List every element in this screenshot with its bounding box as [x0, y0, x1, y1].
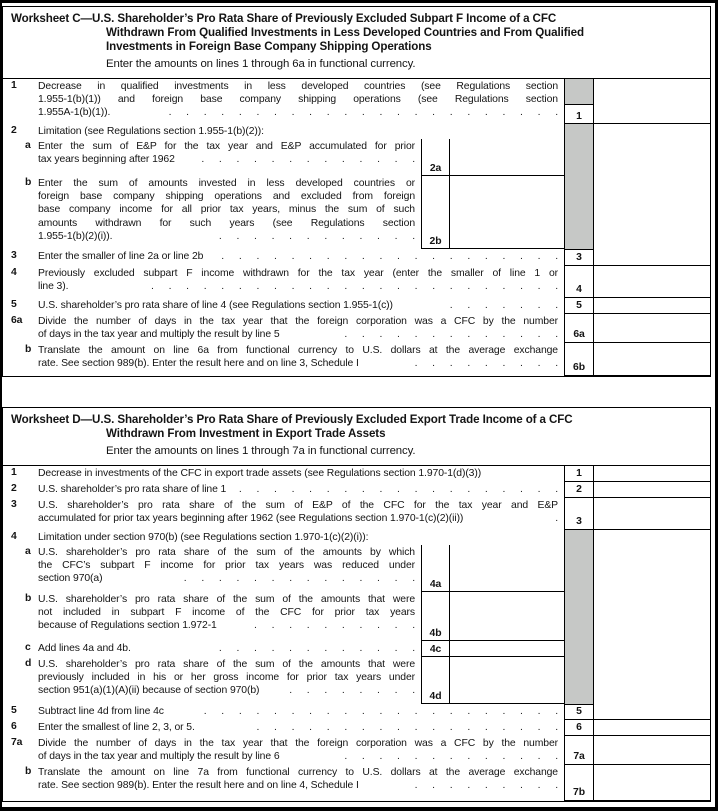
dot-leaders: . . . . . . . . . . . . . . . . . . . . . . .	[163, 106, 558, 119]
line-number: 3	[576, 516, 582, 527]
line-number-cell	[564, 298, 594, 314]
line-text	[38, 79, 564, 124]
dot-leaders: . . . . . . .	[444, 299, 558, 312]
text-content: the CFC’s subpart F income for prior tax years was reduced under	[38, 560, 415, 572]
line-number-cell	[564, 314, 594, 343]
line-marker: b	[25, 766, 32, 777]
wsD-row-7b	[3, 765, 710, 801]
amount-cell-D6[interactable]	[594, 720, 710, 736]
wsD-row-3	[3, 498, 710, 530]
dot-leaders: . . . . . . . . . . . .	[213, 642, 415, 655]
line-marker: 6	[11, 721, 17, 732]
text-line	[38, 177, 415, 190]
text-line	[38, 499, 558, 512]
worksheet-d	[2, 407, 711, 802]
line-text	[38, 139, 421, 176]
text-line	[38, 619, 415, 632]
wsD-row-1	[3, 466, 710, 482]
text-content: Limitation (see Regulations section 1.955-1(b)(2)):	[38, 126, 264, 137]
wsD-row-7a	[3, 736, 710, 765]
wsD-row-2	[3, 482, 710, 498]
text-content: U.S. shareholder’s pro rata share of line 1	[38, 484, 227, 495]
line-text	[38, 466, 564, 482]
sub-entry-box-4a	[421, 545, 564, 592]
text-line	[38, 80, 558, 93]
sub-entry-box-2a	[421, 139, 564, 176]
amount-cell-C2[interactable]	[594, 124, 710, 139]
text-content: section 951(a)(1)(A)(ii) because of section 970(b)	[38, 685, 260, 697]
dot-leaders: . . . . . . . . .	[409, 779, 558, 792]
line-marker: 5	[11, 705, 17, 716]
line-number: 5	[576, 300, 582, 311]
wsC-row-1	[3, 79, 710, 124]
line-marker: 3	[11, 499, 17, 510]
line-number-cell	[564, 79, 594, 124]
text-line	[38, 705, 558, 718]
sub-line-number: 2b	[421, 176, 450, 248]
worksheet-title-line: Worksheet C—U.S. Shareholder’s Pro Rata Share of Previously Excluded Subpart F Income of a CFC	[11, 12, 557, 25]
text-content: U.S. shareholder’s pro rata share of line 4 (see Regulations section 1.955-1(c))	[38, 300, 393, 311]
text-content: because of Regulations section 1.972-1	[38, 620, 217, 632]
worksheet-rows	[3, 465, 710, 801]
text-content: rate. See section 989(b). Enter the result here and on line 4, Schedule I	[38, 780, 359, 792]
text-line	[38, 106, 558, 119]
worksheet-subtitle: Enter the amounts on lines 1 through 6a in functional currency.	[106, 58, 416, 70]
text-line	[38, 559, 415, 572]
line-number: 1	[565, 104, 593, 123]
worksheet-rows	[3, 78, 710, 376]
wsD-row-4d	[3, 657, 710, 704]
text-line	[38, 766, 558, 779]
wsC-row-2	[3, 124, 710, 139]
dot-leaders: . . . . . . . . . . . . .	[338, 328, 558, 341]
line-marker: 6a	[11, 315, 23, 326]
text-line	[38, 230, 415, 243]
text-content: Subtract line 4d from line 4c	[38, 706, 164, 717]
text-line	[38, 512, 558, 525]
line-text	[38, 124, 564, 139]
worksheet-header	[3, 408, 710, 465]
line-number: 6a	[573, 329, 585, 340]
line-number: 2	[576, 484, 582, 495]
text-line	[38, 750, 558, 763]
text-content: Enter the sum of amounts invested in less developed countries or	[38, 178, 415, 189]
wsD-row-4a	[3, 545, 710, 592]
wsC-row-6b	[3, 343, 710, 376]
text-content: Decrease in investments of the CFC in export trade assets (see Regulations section 1.970-1(d)(3))	[38, 468, 482, 479]
sub-line-number: 4b	[421, 592, 450, 640]
sub-line-number: 4a	[421, 545, 450, 591]
dot-leaders: . . . . . . . . . . . . . . . . . . .	[233, 483, 558, 496]
line-number-cell	[564, 343, 594, 376]
amount-cell-C4[interactable]	[594, 266, 710, 298]
worksheet-title-line: Investments in Foreign Base Company Shipping Operations	[106, 40, 432, 53]
text-line	[38, 125, 558, 138]
line-number-cell	[564, 176, 594, 249]
worksheet-header	[3, 7, 710, 78]
line-text	[38, 704, 564, 720]
text-content: Enter the sum of E&P for the tax year and E&P accumulated for prior	[38, 141, 415, 152]
amount-cell-D4b[interactable]	[594, 592, 710, 641]
text-line	[38, 642, 415, 655]
wsD-row-5	[3, 704, 710, 720]
text-content: Enter the smaller of line 2a or line 2b	[38, 251, 204, 262]
amount-cell-D7a[interactable]	[594, 736, 710, 765]
sub-entry-box-4c	[421, 641, 564, 657]
sub-entry-box-4b	[421, 592, 564, 641]
text-content: Limitation under section 970(b) (see Regulations section 1.970-1(c)(2)(i)):	[38, 532, 369, 543]
wsD-row-4c	[3, 641, 710, 657]
amount-cell-C6b[interactable]	[594, 343, 710, 376]
text-content: Add lines 4a and 4b.	[38, 643, 131, 654]
text-line	[38, 203, 415, 216]
sub-amount-cell-2a[interactable]	[450, 139, 564, 175]
amount-cell-D4d[interactable]	[594, 657, 710, 704]
text-line	[38, 572, 415, 585]
text-line	[38, 344, 558, 357]
dot-leaders: . . . . . . . .	[283, 684, 415, 697]
line-number-cell	[564, 124, 594, 139]
sub-line-number: 4c	[421, 641, 450, 656]
line-number-cell	[564, 249, 594, 266]
line-number-cell	[564, 266, 594, 298]
wsD-row-6	[3, 720, 710, 736]
line-marker: 2	[11, 125, 17, 136]
line-marker: 2	[11, 483, 17, 494]
line-number-cell	[564, 139, 594, 176]
line-marker: c	[25, 642, 31, 653]
text-content: of days in the tax year and multiply the result by line 5	[38, 329, 280, 341]
line-text	[38, 298, 564, 314]
line-text	[38, 765, 564, 801]
sub-entry-box-4d	[421, 657, 564, 704]
sub-entry-box-2b	[421, 176, 564, 249]
amount-cell-C2b[interactable]	[594, 176, 710, 249]
line-number: 1	[576, 468, 582, 479]
text-line	[38, 684, 415, 697]
dot-leaders: . . . . . . . . . . . . .	[195, 153, 415, 166]
line-number-cell	[564, 466, 594, 482]
amount-cell-C3[interactable]	[594, 249, 710, 266]
text-content: Translate the amount on line 6a from functional currency to U.S. dollars at the average exchange	[38, 345, 558, 356]
line-marker: a	[25, 140, 31, 151]
text-line	[38, 658, 415, 671]
line-text	[38, 592, 421, 641]
line-number-cell	[564, 704, 594, 720]
text-content: amounts withdrawn for such years (see Regulations section	[38, 217, 415, 229]
line-marker: 3	[11, 250, 17, 261]
amount-cell-C2a[interactable]	[594, 139, 710, 176]
text-content: rate. See section 989(b). Enter the result here and on line 3, Schedule I	[38, 358, 359, 370]
dot-leaders: . . . . . . . . . . . . . . . . . . . . .	[198, 705, 558, 718]
text-line	[38, 606, 415, 619]
text-content: section 970(a)	[38, 573, 103, 585]
line-number: 6	[576, 722, 582, 733]
text-content: of days in the tax year and multiply the result by line 6	[38, 751, 280, 763]
amount-cell-C6a[interactable]	[594, 314, 710, 343]
line-marker: b	[25, 593, 32, 604]
text-content: U.S. shareholder’s pro rata share of the sum of the amounts that were	[38, 659, 415, 670]
text-content: U.S. shareholder’s pro rata share of the sum of the amounts by which	[38, 547, 415, 558]
sub-amount-cell-4b[interactable]	[450, 592, 564, 640]
text-line	[38, 328, 558, 341]
amount-cell-C5[interactable]	[594, 298, 710, 314]
line-text	[38, 736, 564, 765]
amount-cell-D4c[interactable]	[594, 641, 710, 657]
dot-leaders: . . . . . . . . . . . . . .	[178, 572, 415, 585]
dot-leaders: . . . . . . . . . . . . . . . . . . . . . . . .	[145, 280, 558, 293]
text-line	[38, 299, 558, 312]
text-line	[38, 593, 415, 606]
line-number: 3	[576, 252, 582, 263]
text-content: Previously excluded subpart F income withdrawn for the tax year (enter the smaller of line 1 or	[38, 268, 558, 279]
text-line	[38, 190, 415, 203]
text-line	[38, 280, 558, 293]
wsC-row-4	[3, 266, 710, 298]
text-content: Enter the smallest of line 2, 3, or 5.	[38, 722, 195, 733]
line-number-cell	[564, 530, 594, 545]
text-line	[38, 217, 415, 230]
wsD-row-4b	[3, 592, 710, 641]
line-number: 7b	[573, 787, 585, 798]
sub-amount-cell-4d[interactable]	[450, 657, 564, 703]
text-content: previously included in his or her gross income for prior tax years under	[38, 672, 415, 684]
text-content: Translate the amount on line 7a from functional currency to U.S. dollars at the average exchange	[38, 767, 558, 778]
text-content: foreign base company shipping operations and excluded from foreign	[38, 191, 415, 203]
line-number-cell	[564, 592, 594, 641]
amount-cell-D5[interactable]	[594, 704, 710, 720]
dot-leaders: . . . . . . . . . . . . . . . . . .	[250, 721, 558, 734]
dot-leaders: . . . . . . . . . . . . .	[338, 750, 558, 763]
line-text	[38, 249, 564, 266]
line-marker: d	[25, 658, 32, 669]
line-number-cell	[564, 657, 594, 704]
amount-cell-D2[interactable]	[594, 482, 710, 498]
sub-amount-cell-4a[interactable]	[450, 545, 564, 591]
line-number-cell	[564, 498, 594, 530]
text-line	[38, 721, 558, 734]
text-content: U.S. shareholder’s pro rata share of the sum of the amounts that were	[38, 594, 415, 605]
worksheet-title-line: Withdrawn From Investment in Export Trade Assets	[106, 427, 386, 440]
text-line	[38, 357, 558, 370]
worksheet-subtitle: Enter the amounts on lines 1 through 7a in functional currency.	[106, 445, 416, 457]
text-line	[38, 153, 415, 166]
dot-leaders: . . . . . . . . . . . .	[213, 230, 415, 243]
sub-line-number: 4d	[421, 657, 450, 703]
line-number-cell	[564, 736, 594, 765]
line-text	[38, 530, 564, 545]
line-marker: 5	[11, 299, 17, 310]
line-text	[38, 720, 564, 736]
text-content: 1.955-1(b)(1)) and foreign base company shipping operations (see Regulations section	[38, 94, 558, 106]
line-number-cell	[564, 545, 594, 592]
line-text	[38, 314, 564, 343]
wsC-row-2a	[3, 139, 710, 176]
text-line	[38, 315, 558, 328]
text-content: not included in subpart F income of the CFC for prior tax years	[38, 607, 415, 619]
line-text	[38, 343, 564, 376]
text-line	[38, 671, 415, 684]
line-number: 4	[576, 284, 582, 295]
amount-cell-C1[interactable]	[594, 79, 710, 124]
line-number: 7a	[573, 751, 585, 762]
amount-cell-D4a[interactable]	[594, 545, 710, 592]
line-number: 5	[576, 706, 582, 717]
line-marker: b	[25, 177, 32, 188]
text-content: 1.955A-1(b)(1)).	[38, 107, 111, 119]
dot-leaders: . . . . . . . . .	[409, 357, 558, 370]
line-number-cell	[564, 720, 594, 736]
text-content: Divide the number of days in the tax year that the foreign corporation was a CFC by the number	[38, 316, 558, 327]
text-content: line 3).	[38, 281, 69, 293]
text-content: Decrease in qualified investments in less developed countries (see Regulations section	[38, 81, 558, 92]
sub-amount-cell-4c[interactable]	[450, 641, 564, 656]
dot-leaders: . . . . . . . . . .	[248, 619, 415, 632]
line-marker: 4	[11, 267, 17, 278]
wsD-row-4	[3, 530, 710, 545]
line-text	[38, 482, 564, 498]
dot-leaders: . . . . . . . . . . . . . . . . . . . .	[215, 250, 558, 263]
line-marker: 1	[11, 467, 17, 478]
worksheet-title-line: Withdrawn From Qualified Investments in Less Developed Countries and From Qualified	[106, 26, 584, 39]
text-line	[38, 140, 415, 153]
text-line	[38, 779, 558, 792]
text-line	[38, 250, 558, 263]
line-number-cell	[564, 641, 594, 657]
sub-line-number: 2a	[421, 139, 450, 175]
amount-cell-D1[interactable]	[594, 466, 710, 482]
line-marker: a	[25, 546, 31, 557]
text-line	[38, 267, 558, 280]
worksheet-title-line: Worksheet D—U.S. Shareholder’s Pro Rata Share of Previously Excluded Export Trade Income of a CFC	[11, 413, 573, 426]
text-line	[38, 531, 558, 544]
line-text	[38, 266, 564, 298]
line-text	[38, 176, 421, 249]
text-line	[38, 737, 558, 750]
wsC-row-3	[3, 249, 710, 266]
text-content: accumulated for prior tax years beginning after 1962 (see Regulations section 1.970-1(c)(2)(ii))	[38, 513, 464, 525]
line-number: 6b	[573, 362, 585, 373]
line-number-cell	[564, 765, 594, 801]
line-text	[38, 545, 421, 592]
line-marker: 1	[11, 80, 17, 91]
amount-cell-D3[interactable]	[594, 498, 710, 530]
text-line	[38, 93, 558, 106]
text-content: base company income for all prior tax years, minus the sum of such	[38, 204, 415, 216]
line-number-cell	[564, 482, 594, 498]
dot-leaders: .	[549, 512, 558, 525]
text-line	[38, 483, 558, 496]
text-content: tax years beginning after 1962	[38, 154, 175, 166]
text-content: 1.955-1(b)(2)(i)).	[38, 230, 113, 242]
line-marker: 7a	[11, 737, 23, 748]
line-text	[38, 498, 564, 530]
text-content: Divide the number of days in the tax year that the foreign corporation was a CFC by the number	[38, 738, 558, 749]
sub-amount-cell-2b[interactable]	[450, 176, 564, 248]
amount-cell-D7b[interactable]	[594, 765, 710, 801]
wsC-row-2b	[3, 176, 710, 249]
line-marker: 4	[11, 531, 17, 542]
wsC-row-5	[3, 298, 710, 314]
text-content: U.S. shareholder’s pro rata share of the sum of E&P of the CFC for the tax year and E&P	[38, 500, 558, 511]
line-marker: b	[25, 344, 32, 355]
worksheet-c	[2, 6, 711, 377]
line-text	[38, 657, 421, 704]
amount-cell-D4[interactable]	[594, 530, 710, 545]
wsC-row-6a	[3, 314, 710, 343]
text-line	[38, 467, 558, 480]
line-text	[38, 641, 421, 657]
text-line	[38, 546, 415, 559]
